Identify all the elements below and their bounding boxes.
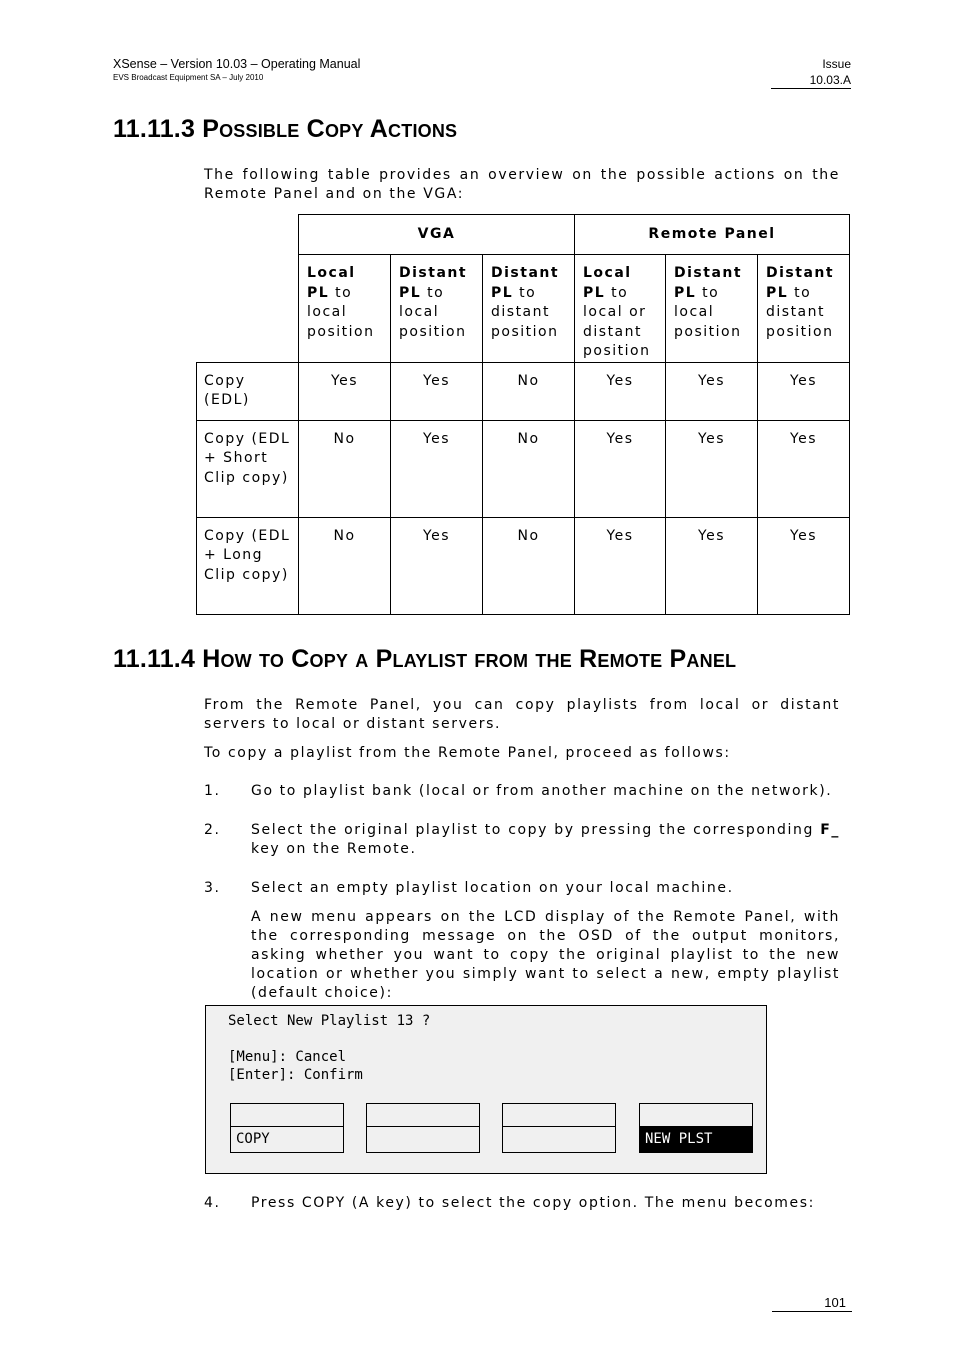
table-column-header-row	[197, 255, 850, 363]
row-label: Copy (EDL)	[197, 362, 299, 420]
table-group-row	[197, 215, 850, 255]
issue-label: Issue	[822, 57, 851, 71]
lcd-prompt-line: Select New Playlist 13 ?	[228, 1013, 431, 1029]
section-intro-paragraph: From the Remote Panel, you can copy playlists from local or distant servers to local or distant servers.	[204, 697, 840, 732]
column-header: Distant PL to local position	[391, 255, 483, 363]
issue-number: 10.03.A	[771, 73, 851, 89]
table-cell: Yes	[391, 517, 483, 614]
step-text: Select the original playlist to copy by pressing the corresponding F_ key on the Remote.	[251, 822, 840, 857]
lcd-display	[205, 1005, 767, 1174]
table-row	[197, 420, 850, 517]
table-cell: Yes	[666, 420, 758, 517]
table-cell: Yes	[575, 420, 666, 517]
column-header: Distant PL to local position	[666, 255, 758, 363]
step-text: Press COPY (A key) to select the copy option. The menu becomes:	[251, 1195, 815, 1211]
table-cell: Yes	[758, 517, 850, 614]
step-number: 1.	[204, 783, 221, 799]
table-row	[197, 517, 850, 614]
copy-actions-table	[196, 214, 850, 615]
step-text: Go to playlist bank (local or from another machine on the network).	[251, 783, 833, 799]
row-label: Copy (EDL + Long Clip copy)	[197, 517, 299, 614]
table-cell: No	[483, 517, 575, 614]
section-title: Possible Copy Actions	[202, 115, 458, 143]
table-cell: Yes	[666, 517, 758, 614]
lcd-softkey-new-plst	[639, 1103, 753, 1153]
step-number: 4.	[204, 1195, 221, 1211]
table-cell: Yes	[391, 420, 483, 517]
group-header-remote-panel: Remote Panel	[575, 215, 850, 255]
table-cell: No	[483, 420, 575, 517]
table-row	[197, 362, 850, 420]
table-cell: Yes	[575, 362, 666, 420]
table-cell: No	[483, 362, 575, 420]
table-cell: Yes	[299, 362, 391, 420]
table-cell: Yes	[575, 517, 666, 614]
lcd-softkey-b	[366, 1103, 480, 1153]
column-header: Distant PL to distant position	[758, 255, 850, 363]
step-number: 2.	[204, 822, 221, 838]
column-header: Distant PL to distant position	[483, 255, 575, 363]
function-key: F_	[820, 822, 840, 838]
step-note: A new menu appears on the LCD display of the Remote Panel, with the corresponding message on the OSD of the output monitors, asking whether you want to copy the original playlist to the new location or whether you simply want to select a new, empty playlist (default choice):	[251, 909, 840, 1001]
page-number: 101	[772, 1295, 852, 1312]
section-number: 11.11.4	[113, 645, 196, 673]
table-cell: No	[299, 420, 391, 517]
table-cell: Yes	[666, 362, 758, 420]
document-title: XSense – Version 10.03 – Operating Manual	[113, 57, 361, 71]
lcd-menu-line: [Menu]: Cancel	[228, 1049, 347, 1065]
procedure-intro-paragraph: To copy a playlist from the Remote Panel, proceed as follows:	[204, 745, 731, 761]
section-number: 11.11.3	[113, 115, 196, 143]
table-corner-cell	[197, 215, 299, 255]
table-corner-cell	[197, 255, 299, 363]
section-heading-possible-copy-actions	[113, 115, 457, 144]
column-header: Local PL to local or distant position	[575, 255, 666, 363]
lcd-enter-line: [Enter]: Confirm	[228, 1067, 363, 1083]
section-heading-copy-playlist	[113, 645, 736, 674]
procedure-step-2	[204, 821, 840, 859]
softkey-label: COPY	[236, 1131, 270, 1147]
row-label: Copy (EDL + Short Clip copy)	[197, 420, 299, 517]
table-cell: Yes	[758, 420, 850, 517]
table-cell: Yes	[391, 362, 483, 420]
table-cell: No	[299, 517, 391, 614]
step-text: Select an empty playlist location on your local machine.	[251, 880, 734, 896]
procedure-step-3	[204, 879, 840, 1003]
group-header-vga: VGA	[299, 215, 575, 255]
procedure-step-4	[204, 1194, 840, 1213]
step-number: 3.	[204, 880, 221, 896]
column-header: Local PL to local position	[299, 255, 391, 363]
softkey-label: NEW PLST	[645, 1131, 713, 1147]
page-header	[113, 57, 360, 82]
table-cell: Yes	[758, 362, 850, 420]
procedure-step-1	[204, 782, 840, 801]
lcd-softkey-c	[502, 1103, 616, 1153]
table-intro-paragraph: The following table provides an overview on the possible actions on the Remote Panel and on the VGA:	[204, 167, 840, 202]
section-title: How to Copy a Playlist from the Remote Panel	[202, 645, 737, 673]
document-subtitle: EVS Broadcast Equipment SA – July 2010	[113, 73, 264, 82]
issue-block	[771, 57, 851, 89]
lcd-softkey-copy	[230, 1103, 344, 1153]
